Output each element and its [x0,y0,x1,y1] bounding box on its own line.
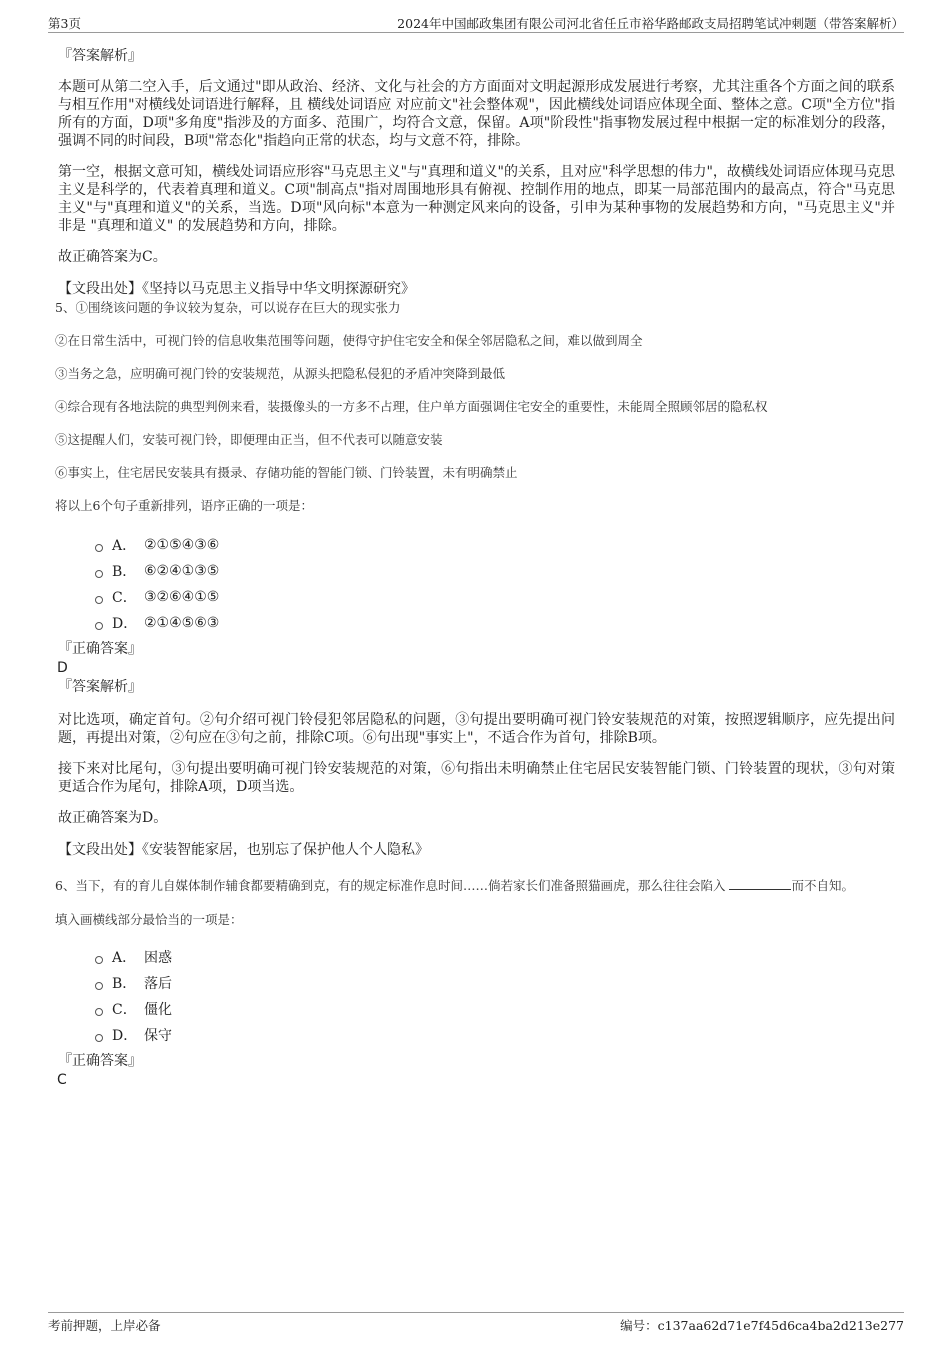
option-letter: C． [112,590,137,606]
option-letter: A． [112,538,137,554]
option-text: ②①④⑤⑥③ [144,615,220,631]
q5-option-a[interactable] [95,532,895,558]
q6-option-a[interactable] [95,944,895,970]
q6-prompt: 填入画横线部分最恰当的一项是： [55,912,243,927]
option-letter: A． [112,950,137,966]
q5-stem-line-4: ④综合现有各地法院的典型判例来看，装摄像头的一方多不占理，住户单方面强调住宅安全的重要性，未能周全照顾邻居的隐私权 [55,399,768,414]
q5-option-b[interactable] [95,558,895,584]
page-content [55,46,895,1089]
q6-correct-title: 『正确答案』 [58,1053,142,1069]
footer-slogan: 考前押题，上岸必备 [48,1318,161,1333]
q6-option-b[interactable] [95,970,895,996]
q5-source: 【文段出处】《安装智能家居，也别忘了保护他人个人隐私》 [58,842,429,858]
option-letter: B． [112,976,137,992]
document-title: 2024年中国邮政集团有限公司河北省任丘市裕华路邮政支局招聘笔试冲刺题（带答案解析） [397,16,904,31]
q5-stem-line-6: ⑥事实上，住宅居民安装具有摄录、存储功能的智能门锁、门铃装置，未有明确禁止 [55,465,518,480]
radio-icon[interactable] [95,596,103,604]
q5-stem-line-1: 5、①围绕该问题的争议较为复杂，可以说存在巨大的现实张力 [55,300,401,315]
page-number: 第3页 [48,16,81,31]
page-header [48,12,904,33]
document-serial: 编号：c137aa62d71e7f45d6ca4ba2d213e277 [620,1318,904,1333]
q6-stem [55,876,895,895]
q6-stem-before: 6、当下，有的育儿自媒体制作辅食都要精确到克，有的规定标准作息时间……倘若家长们准备照猫画虎，那么往往会陷入 [55,878,730,893]
q6-correct-answer: C [57,1072,67,1088]
q5-correct-answer: D [57,660,68,676]
radio-icon[interactable] [95,622,103,630]
q4-analysis-title: 『答案解析』 [58,48,142,64]
q6-option-d[interactable] [95,1022,895,1048]
radio-icon[interactable] [95,956,103,964]
q5-correct-title: 『正确答案』 [58,641,142,657]
q5-stem-line-5: ⑤这提醒人们，安装可视门铃，即便理由正当，但不代表可以随意安装 [55,432,443,447]
q6-stem-after: 而不自知。 [791,878,854,893]
q5-analysis-para-2: 接下来对比尾句，③句提出要明确可视门铃安装规范的对策，⑥句指出未明确禁止住宅居民安装智能门锁、门铃装置的现状，③句对策更适合作为尾句，排除A项，D项当选。 [58,761,895,795]
radio-icon[interactable] [95,544,103,552]
q5-analysis-conclusion: 故正确答案为D。 [58,810,168,826]
page-footer [48,1312,904,1335]
q5-analysis-para-1: 对比选项，确定首句。②句介绍可视门铃侵犯邻居隐私的问题，③句提出要明确可视门铃安装规范的对策，按照逻辑顺序，应先提出问题，再提出对策，②句应在③句之前，排除C项。⑥句出现"事实上"，不适合作为首句，排除B项。 [58,712,895,746]
radio-icon[interactable] [95,982,103,990]
option-letter: C． [112,1002,137,1018]
q4-analysis-para-1: 本题可从第二空入手，后文通过"即从政治、经济、文化与社会的方方面面对文明起源形成发展进行考察，尤其注重各个方面之间的联系与相互作用"对横线处词语进行解释，且 横线处词语应 对应前文"社会整体观"，因此横线处词语应体现全面、整体之意。C项"全方位"指所有的方面，D项"多角度"指涉及的方面多、范围广，均符合文意，保留。A项"阶段性"指事物发展过程中根据一定的标准划分的段落，强调不同的时间段，B项"常态化"指趋向正常的状态，均与文意不符，排除。 [58,79,895,149]
option-text: 僵化 [144,1002,172,1018]
option-text: 保守 [144,1028,172,1044]
option-letter: D． [112,1028,138,1044]
q4-analysis-conclusion: 故正确答案为C。 [58,249,167,265]
option-letter: B． [112,564,137,580]
q4-analysis-para-2: 第一空，根据文意可知，横线处词语应形容"马克思主义"与"真理和道义"的关系，且对应"科学思想的伟力"，故横线处词语应体现马克思主义是科学的，代表着真理和道义。C项"制高点"指对周围地形具有俯视、控制作用的地点，即某一局部范围内的最高点，符合"马克思主义"与"真理和道义"的关系，当选。D项"风向标"本意为一种测定风来向的设备，引申为某种事物的发展趋势和方向，"马克思主义"并非是 "真理和道义" 的发展趋势和方向，排除。 [58,164,895,234]
q6-options [95,944,895,1048]
option-text: ⑥②④①③⑤ [144,563,220,579]
option-text: 困惑 [144,950,172,966]
radio-icon[interactable] [95,1034,103,1042]
q5-stem-line-3: ③当务之急，应明确可视门铃的安装规范，从源头把隐私侵犯的矛盾冲突降到最低 [55,366,506,381]
q5-option-c[interactable] [95,584,895,610]
q5-prompt: 将以上6个句子重新排列，语序正确的一项是： [55,498,313,513]
q4-source: 【文段出处】《坚持以马克思主义指导中华文明探源研究》 [58,281,415,297]
q5-stem-line-2: ②在日常生活中，可视门铃的信息收集范围等问题，使得守护住宅安全和保全邻居隐私之间，难以做到周全 [55,333,643,348]
option-text: ③②⑥④①⑤ [144,589,220,605]
q5-analysis-title: 『答案解析』 [58,679,142,695]
option-text: ②①⑤④③⑥ [144,537,220,553]
option-letter: D． [112,616,138,632]
q5-options [95,532,895,636]
answer-blank [729,876,791,890]
radio-icon[interactable] [95,1008,103,1016]
option-text: 落后 [144,976,172,992]
radio-icon[interactable] [95,570,103,578]
q6-option-c[interactable] [95,996,895,1022]
q5-option-d[interactable] [95,610,895,636]
